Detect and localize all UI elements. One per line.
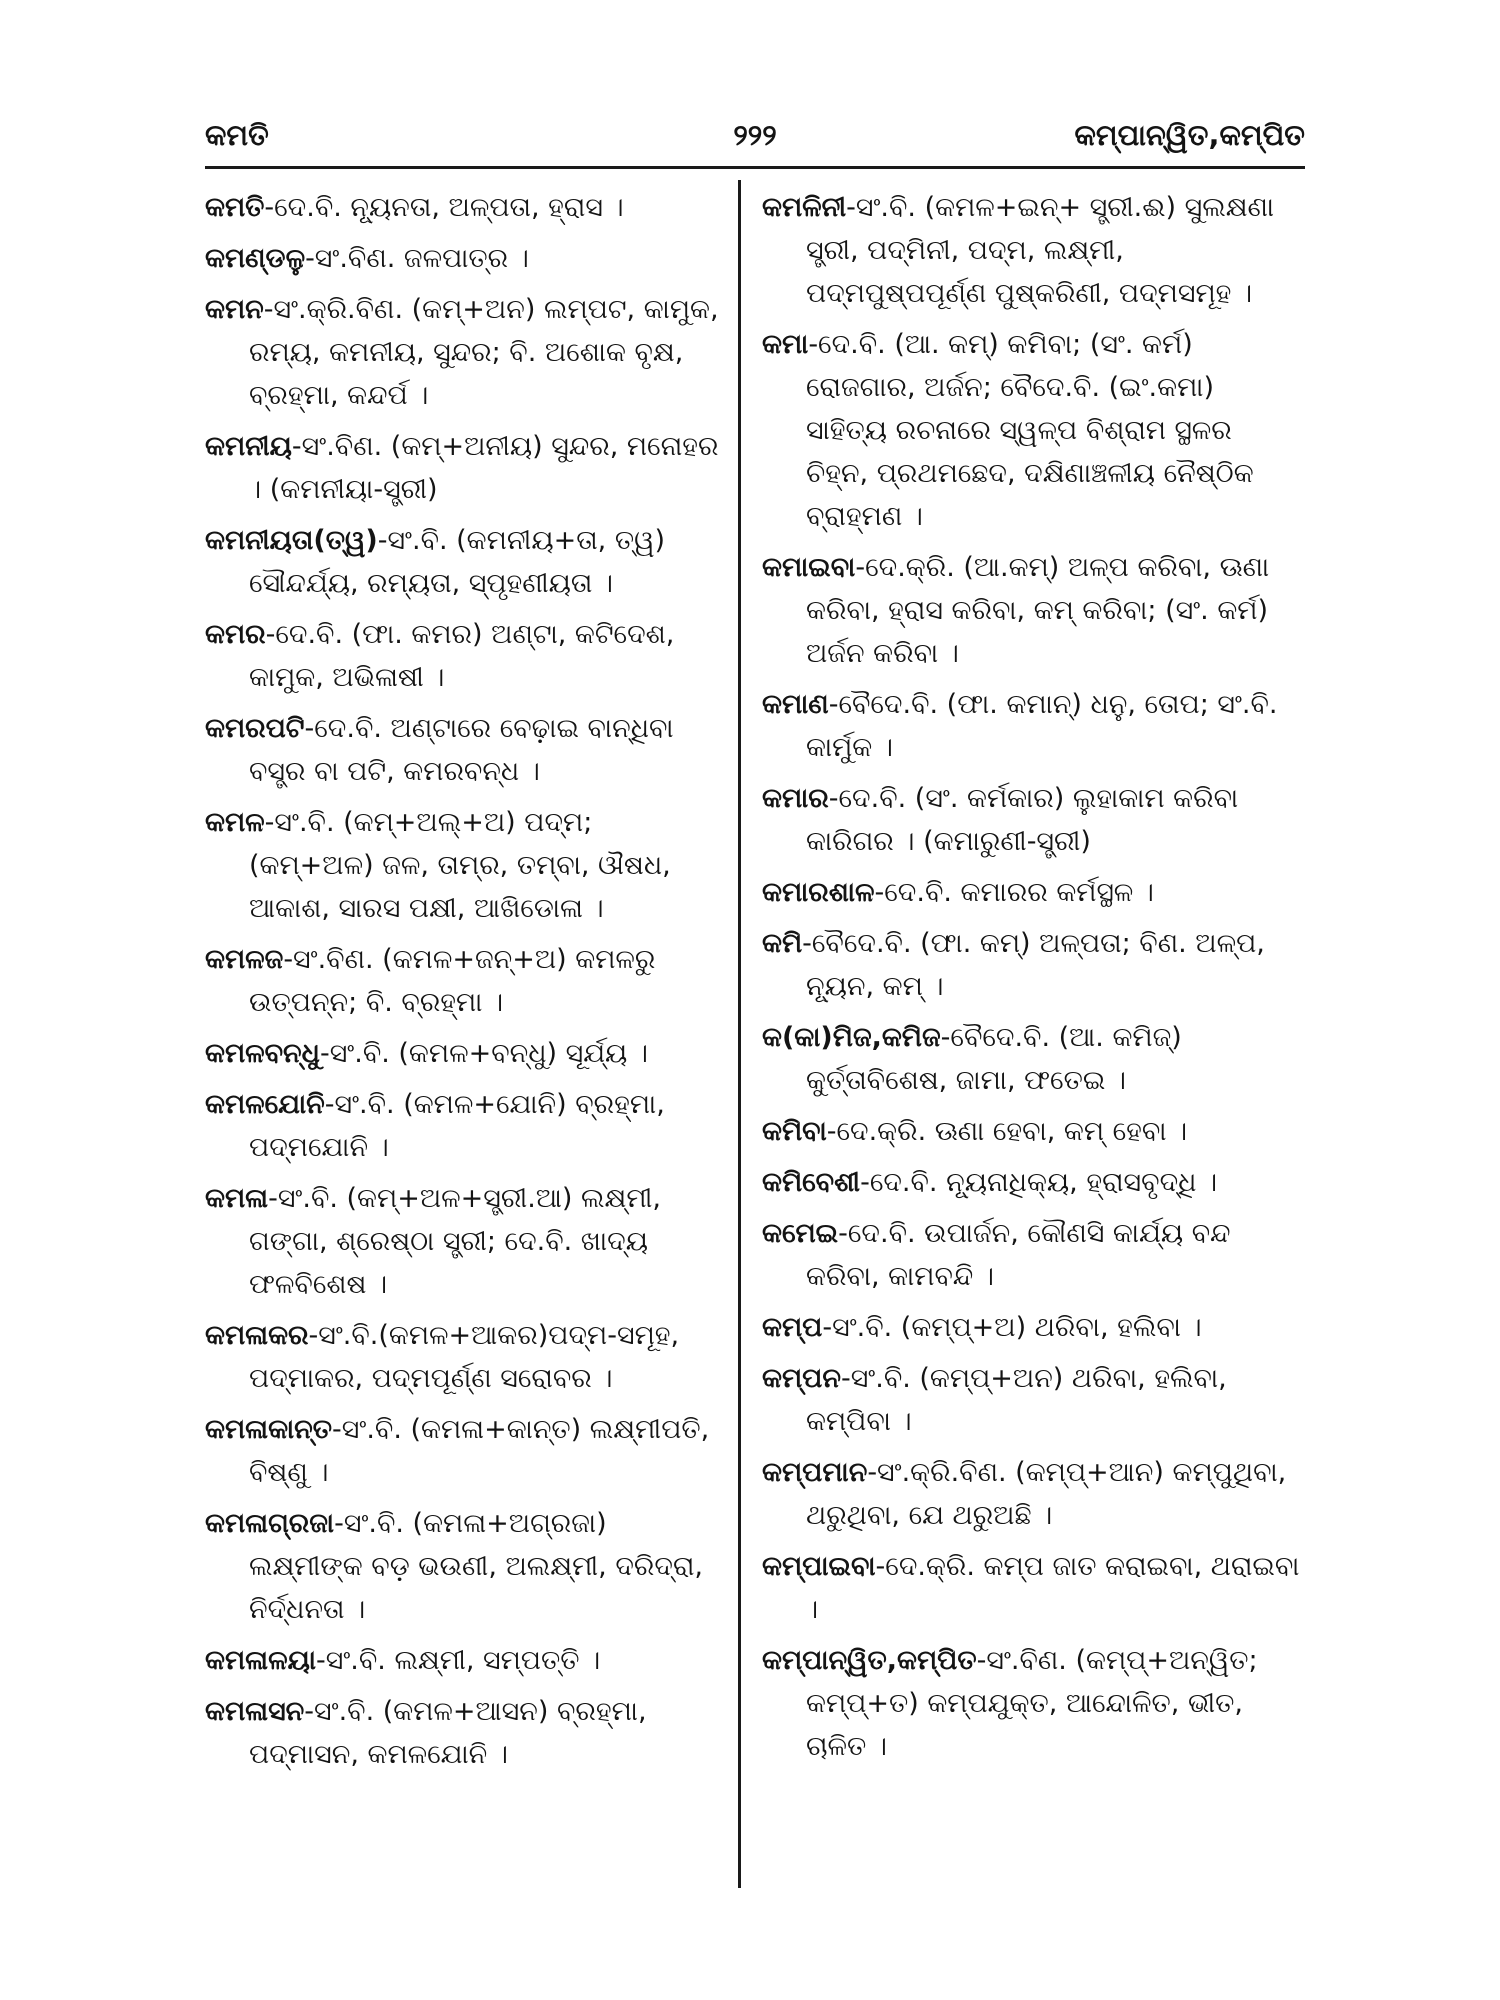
dictionary-entry [762, 683, 1302, 769]
entry-definition: -ସଂ.ବି. (କମନୀୟ+ତା, ତ୍ୱ) ସୌନ୍ଦର୍ଯ୍ୟ, ରମ୍ୟତା, ସ୍ପୃହଣୀୟତା । [249, 525, 666, 599]
entry-definition: -ବୈଦେ.ବି. (ଫା. କମାନ୍) ଧନୁ, ତୋପ; ସଂ.ବି. କାର୍ମୁକ । [806, 689, 1278, 763]
entry-definition: -ଦେ.ବି. (ଆ. କମ୍) କମିବା; (ସଂ. କର୍ମ) ରୋଜଗାର, ଅର୍ଜନ; ବୈଦେ.ବି. (ଇଂ.କମା) ସାହିତ୍ୟ ରଚନାରେ ସ୍ୱଳ୍ପ ବିଶ୍ରାମ ସ୍ଥଳର ଚିହ୍ନ, ପ୍ରଥମଛେଦ, ଦକ୍ଷିଣାଞ୍ଚଳୀୟ ନୈଷ୍ଠିକ ବ୍ରାହ୍ମଣ । [806, 329, 1254, 532]
dictionary-entry [205, 1314, 725, 1400]
dictionary-entry [205, 1408, 725, 1494]
entry-headword: କମା [762, 329, 809, 360]
entry-definition: -ସଂ.ବିଣ. ଜଳପାତ୍ର । [305, 243, 529, 274]
dictionary-entry [762, 777, 1302, 863]
entry-headword: କମାରଶାଳ [762, 877, 875, 908]
dictionary-entry [205, 1032, 725, 1075]
entry-headword: କମଳାକର [205, 1320, 309, 1351]
entry-definition: -ସଂ.ବି. (କମ୍+ଅଲ୍+ଅ) ପଦ୍ମ; (କମ୍+ଅଳ) ଜଳ, ତାମ୍ର, ତମ୍ବା, ଔଷଧ, ଆକାଶ, ସାରସ ପକ୍ଷୀ, ଆଖିଡୋଳା । [249, 807, 671, 924]
left-column [205, 186, 725, 1784]
entry-definition: -ଦେ.ବି. ନ୍ୟୂନତା, ଅଳ୍ପତା, ହ୍ରାସ । [264, 192, 624, 223]
entry-definition: -ଦେ.ବି. (ସଂ. କର୍ମକାର) ଲୁହାକାମ କରିବା କାରିଗର । (କମାରୁଣୀ-ସ୍ତ୍ରୀ) [806, 783, 1239, 857]
entry-headword: କମଳାକାନ୍ତ [205, 1414, 333, 1445]
dictionary-entry [762, 1212, 1302, 1298]
dictionary-entry [762, 1451, 1302, 1537]
entry-headword: କମ୍ପନ [762, 1363, 841, 1394]
dictionary-entry [205, 707, 725, 793]
dictionary-entry [205, 1639, 725, 1682]
entry-headword: କମେଇ [762, 1218, 839, 1249]
dictionary-entry [762, 1306, 1302, 1349]
dictionary-entry [205, 938, 725, 1024]
entry-definition: -ଦେ.ବି. କମାରର କର୍ମସ୍ଥଳ । [874, 877, 1154, 908]
entry-definition: -ସଂ.ବି. (କମଳ+ଆସନ) ବ୍ରହ୍ମା, ପଦ୍ମାସନ, କମଳଯୋନି । [249, 1696, 647, 1770]
dictionary-entry [762, 186, 1302, 315]
entry-headword: କମଳା [205, 1183, 269, 1214]
entry-headword: କମ୍ପମାନ [762, 1457, 868, 1488]
entry-definition: -ସଂ.ବି. (କମଳା+ଅଗ୍ରଜା) ଲକ୍ଷ୍ମୀଙ୍କ ବଡ଼ ଭଉଣୀ, ଅଲକ୍ଷ୍ମୀ, ଦରିଦ୍ରା, ନିର୍ଦ୍ଧନତା । [249, 1508, 704, 1625]
dictionary-entry [762, 1639, 1302, 1768]
dictionary-entry [762, 1016, 1302, 1102]
entry-definition: -ସଂ.ବି. (କମଳା+କାନ୍ତ) ଲକ୍ଷ୍ମୀପତି, ବିଷ୍ଣୁ । [249, 1414, 710, 1488]
entry-headword: କମଳଯୋନି [205, 1089, 325, 1120]
dictionary-entry [205, 613, 725, 699]
header-first-word: କମତି [205, 118, 269, 152]
entry-headword: କମନ [205, 294, 264, 325]
entry-definition: -ସଂ.ବି. (କମ୍ପ୍+ଅ) ଥରିବା, ହଲିବା । [822, 1312, 1202, 1343]
entry-headword: କମନୀୟତା(ତ୍ୱ) [205, 525, 378, 556]
entry-headword: କମ୍ପାନ୍ୱିତ,କମ୍ପିତ [762, 1645, 977, 1676]
running-header [205, 118, 1305, 162]
entry-headword: କମତି [205, 192, 265, 223]
dictionary-entry [205, 801, 725, 930]
entry-definition: -ସଂ.କ୍ରି.ବିଣ. (କମ୍ପ୍+ଆନ) କମ୍ପୁଥିବା, ଥରୁଥିବା, ଯେ ଥରୁଅଛି । [806, 1457, 1287, 1531]
entry-headword: କମି [762, 928, 803, 959]
dictionary-entry [762, 323, 1302, 538]
entry-definition: -ସଂ.ବି.(କମଳ+ଆକର)ପଦ୍ମ-ସମୂହ, ପଦ୍ମାକର, ପଦ୍ମପୂର୍ଣ୍ଣ ସରୋବର । [249, 1320, 680, 1394]
entry-headword: କମ୍ପ [762, 1312, 823, 1343]
dictionary-entry [762, 1357, 1302, 1443]
entry-headword: କମରପଟି [205, 713, 305, 744]
dictionary-entry [205, 288, 725, 417]
dictionary-entry [762, 922, 1302, 1008]
dictionary-entry [762, 546, 1302, 675]
entry-definition: -ବୈଦେ.ବି. (ଆ. କମିଜ୍) କୁର୍ତ୍ତାବିଶେଷ, ଜାମା, ଫତେଇ । [806, 1022, 1182, 1096]
entry-headword: କମାଇବା [762, 552, 856, 583]
entry-definition: -ସଂ.ବି. ଲକ୍ଷ୍ମୀ, ସମ୍ପତ୍ତି । [316, 1645, 601, 1676]
entry-definition: -ଦେ.କ୍ରି. (ଆ.କମ୍) ଅଳ୍ପ କରିବା, ଊଣା କରିବା, ହ୍ରାସ କରିବା, କମ୍ କରିବା; (ସଂ. କର୍ମ) ଅର୍ଜନ କରିବା । [806, 552, 1270, 669]
entry-definition: -ଦେ.ବି. ଉପାର୍ଜନ, କୌଣସି କାର୍ଯ୍ୟ ବନ୍ଦ କରିବା, କାମବନ୍ଦି । [806, 1218, 1231, 1292]
entry-definition: -ସଂ.ବି. (କମଳ+ବନ୍ଧୁ) ସୂର୍ଯ୍ୟ । [319, 1038, 649, 1069]
entry-headword: କମଳ [205, 807, 265, 838]
dictionary-entry [762, 871, 1302, 914]
entry-headword: କମ୍ପାଇବା [762, 1551, 876, 1582]
entry-definition: -ଦେ.କ୍ରି. କମ୍ପ ଜାତ କରାଇବା, ଥରାଇବା । [806, 1551, 1300, 1625]
entry-definition: -ଦେ.କ୍ରି. ଊଣା ହେବା, କମ୍ ହେବା । [826, 1116, 1188, 1147]
dictionary-entry [205, 425, 725, 511]
entry-definition: -ବୈଦେ.ବି. (ଫା. କମ୍) ଅଳ୍ପତା; ବିଣ. ଅଳ୍ପ, ନ୍ୟୂନ, କମ୍ । [802, 928, 1265, 1002]
dictionary-entry [205, 1177, 725, 1306]
entry-headword: କମଳାସନ [205, 1696, 305, 1727]
entry-headword: କମିବେଶୀ [762, 1167, 861, 1198]
dictionary-entry [762, 1110, 1302, 1153]
entry-headword: କମନୀୟ [205, 431, 292, 462]
entry-definition: -ସଂ.ବି. (କମଳ+ଇନ୍+ ସ୍ତ୍ରୀ.ଈ) ସୁଲକ୍ଷଣା ସ୍ତ୍ରୀ, ପଦ୍ମିନୀ, ପଦ୍ମ, ଲକ୍ଷ୍ମୀ, ପଦ୍ମପୁଷ୍ପପୂର୍ଣ୍ଣ ପୁଷ୍କରିଣୀ, ପଦ୍ମସମୂହ । [806, 192, 1275, 309]
dictionary-entry [762, 1545, 1302, 1631]
entry-headword: କମାଣ [762, 689, 829, 720]
entry-headword: କମଳଜ [205, 944, 284, 975]
entry-definition: -ଦେ.ବି. ନ୍ୟୂନାଧିକ୍ୟ, ହ୍ରାସବୃଦ୍ଧି । [860, 1167, 1218, 1198]
dictionary-entry [205, 1690, 725, 1776]
entry-headword: କମଳାଗ୍ରଜା [205, 1508, 335, 1539]
column-divider [738, 180, 741, 1888]
dictionary-entry [762, 1161, 1302, 1204]
entry-definition: -ଦେ.ବି. (ଫା. କମର) ଅଣ୍ଟା, କଟିଦେଶ, କାମୁକ, ଅଭିଳାଷୀ । [249, 619, 675, 693]
page-number: ୨୨୨ [733, 118, 777, 152]
dictionary-entry [205, 186, 725, 229]
header-rule [205, 166, 1305, 169]
right-column [762, 186, 1302, 1776]
entry-headword: କମଳବନ୍ଧୁ [205, 1038, 320, 1069]
entry-headword: କମଳାଳୟା [205, 1645, 316, 1676]
entry-definition: -ସଂ.ବି. (କମଳ+ଯୋନି) ବ୍ରହ୍ମା, ପଦ୍ମଯୋନି । [249, 1089, 665, 1163]
dictionary-entry [205, 1083, 725, 1169]
entry-headword: କମର [205, 619, 266, 650]
entry-definition: -ସଂ.ବିଣ. (କମ୍+ଅନୀୟ) ସୁନ୍ଦର, ମନୋହର । (କମନୀୟା-ସ୍ତ୍ରୀ) [249, 431, 719, 505]
header-last-word: କମ୍ପାନ୍ୱିତ,କମ୍ପିତ [1074, 118, 1305, 152]
entry-headword: କମଣ୍ଡଳୁ [205, 243, 306, 274]
entry-definition: -ସଂ.ବିଣ. (କମଳ+ଜନ୍+ଅ) କମଳରୁ ଉତ୍ପନ୍ନ; ବି. ବ୍ରହ୍ମା । [249, 944, 656, 1018]
entry-definition: -ସଂ.କ୍ରି.ବିଣ. (କମ୍+ଅନ) ଲମ୍ପଟ, କାମୁକ, ରମ୍ୟ, କମନୀୟ, ସୁନ୍ଦର; ବି. ଅଶୋକ ବୃକ୍ଷ, ବ୍ରହ୍ମା, କନ୍ଦର୍ପ । [249, 294, 719, 411]
entry-definition: -ସଂ.ବି. (କମ୍+ଅଳ+ସ୍ତ୍ରୀ.ଆ) ଲକ୍ଷ୍ମୀ, ଗଙ୍ଗା, ଶ୍ରେଷ୍ଠା ସ୍ତ୍ରୀ; ଦେ.ବି. ଖାଦ୍ୟ ଫଳବିଶେଷ । [249, 1183, 662, 1300]
entry-definition: -ଦେ.ବି. ଅଣ୍ଟାରେ ବେଢ଼ାଇ ବାନ୍ଧିବା ବସ୍ତ୍ର ବା ପଟି, କମରବନ୍ଧ । [249, 713, 674, 787]
entry-headword: କମଳିନୀ [762, 192, 847, 223]
dictionary-entry [205, 519, 725, 605]
entry-definition: -ସଂ.ବିଣ. (କମ୍ପ୍+ଅନ୍ୱିତ; କମ୍ପ୍+ତ) କମ୍ପଯୁକ୍ତ, ଆନ୍ଦୋଳିତ, ଭୀତ, ଚାଳିତ । [806, 1645, 1258, 1762]
dictionary-entry [205, 1502, 725, 1631]
entry-headword: କମିବା [762, 1116, 827, 1147]
dictionary-entry [205, 237, 725, 280]
entry-definition: -ସଂ.ବି. (କମ୍ପ୍+ଅନ) ଥରିବା, ହଲିବା, କମ୍ପିବା । [806, 1363, 1227, 1437]
entry-headword: କ(କା)ମିଜ,କମିଜ [762, 1022, 941, 1053]
entry-headword: କମାର [762, 783, 829, 814]
